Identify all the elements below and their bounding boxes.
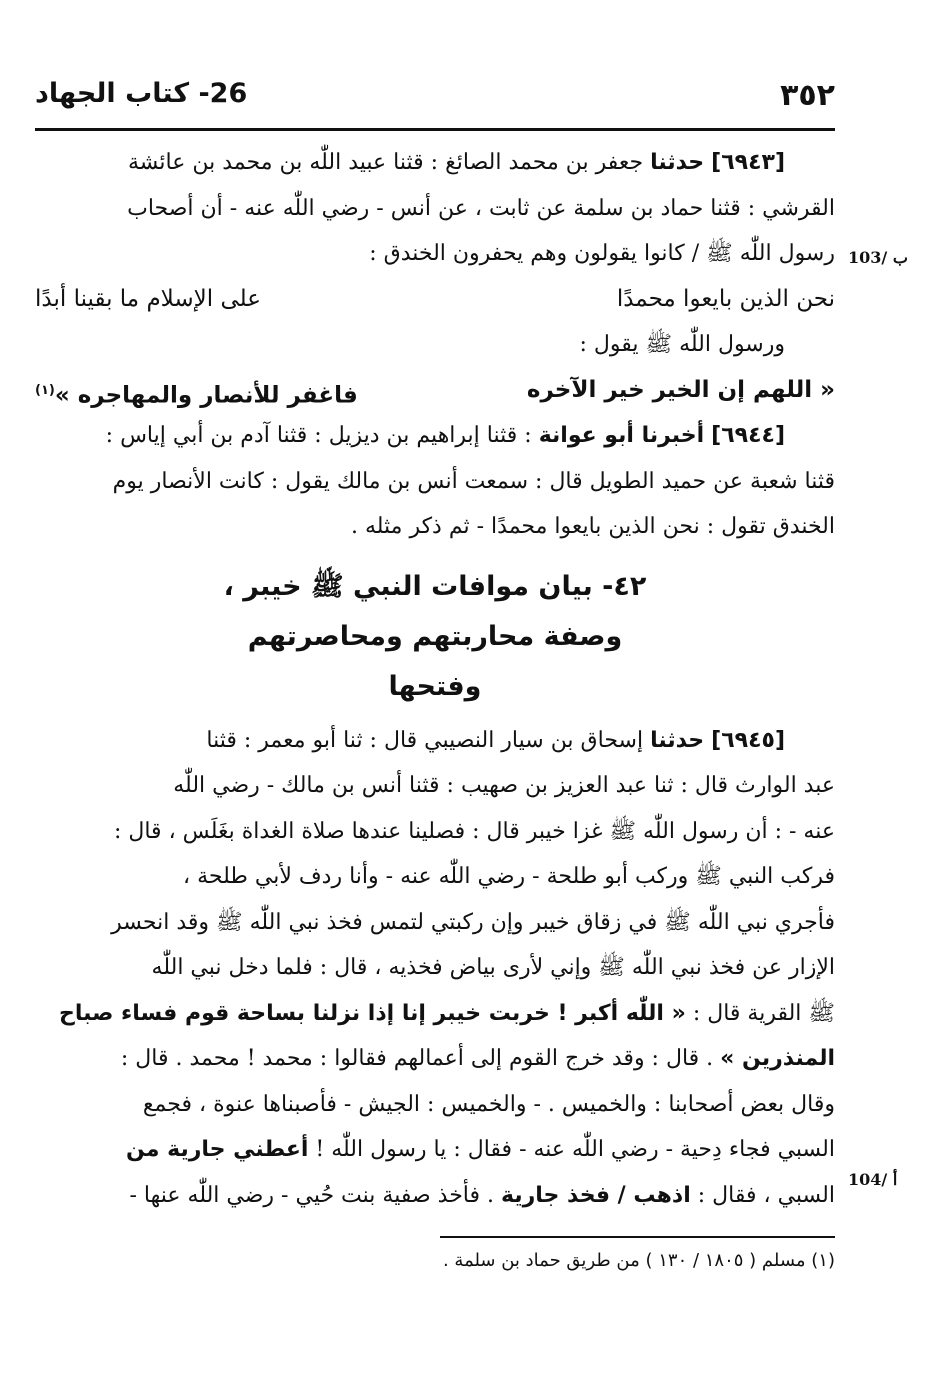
text-line: فأجري نبي اللّٰه ﷺ في زقاق خيبر وإن ركبتي لتمس فخذ نبي اللّٰه ﷺ وقد انحسر [111, 909, 835, 935]
text-line: فركب النبي ﷺ وركب أبو طلحة - رضي اللّٰه عنه - وأنا ردف لأبي طلحة ، [183, 864, 835, 889]
footnote-divider [440, 1236, 835, 1238]
text-line: ورسول اللّٰه ﷺ يقول : [579, 332, 785, 357]
chapter-heading: ٤٢- بيان موافات النبي ﷺ خيبر ، [223, 570, 647, 602]
hadith-text: ﷺ القرية قال : [692, 1000, 835, 1026]
text-line: قثنا شعبة عن حميد الطويل قال : سمعت أنس بن مالك يقول : كانت الأنصار يوم [112, 468, 835, 494]
verse-hemistich: على الإسلام ما بقينا أبدًا [35, 285, 262, 312]
margin-folio-note: 104/ أ [848, 1170, 898, 1189]
running-title: 26- كتاب الجهاد [35, 78, 248, 109]
margin-folio-note: 103/ ب [848, 248, 908, 267]
hadith-text: إسحاق بن سيار النصيبي قال : ثنا أبو معمر : قثنا [206, 727, 644, 753]
chapter-heading: وفتحها [388, 670, 482, 702]
page-body [35, 140, 835, 1218]
text-line [35, 1173, 835, 1219]
text-line [35, 1036, 835, 1082]
text-line [35, 1127, 835, 1173]
hadith-opening: حدثنا [650, 727, 705, 753]
page-number: ٣٥٢ [780, 78, 835, 113]
chapter-heading: وصفة محاربتهم ومحاصرتهم [247, 620, 623, 652]
hadith-text: . فأخذ صفية بنت حُيي - رضي اللّٰه عنها - [129, 1182, 494, 1208]
header-divider [35, 128, 835, 131]
hadith-text: : قثنا إبراهيم بن ديزيل : قثنا آدم بن أبي إياس : [105, 423, 532, 448]
hadith-quote: « اللّٰه أكبر ! خربت خيبر إنا إذا نزلنا بساحة قوم فساء صباح [58, 1000, 686, 1026]
footnote: (١) مسلم ( ١٨٠٥ / ١٣٠ ) من طريق حماد بن سلمة . [442, 1250, 835, 1271]
hadith-quote: أعطني جارية من [126, 1137, 309, 1162]
text-line: وقال بعض أصحابنا : والخميس . - والخميس : الجيش - فأصبناها عنوة ، فجمع [142, 1091, 835, 1117]
hadith-text: . قال : وقد خرج القوم إلى أعمالهم فقالوا : محمد ! محمد . قال : [120, 1046, 714, 1071]
verse-hemistich: « اللهم إن الخير خير الآخره [526, 376, 835, 403]
verse-hemistich [35, 368, 358, 414]
hadith-number: [٦٩٤٣] [711, 150, 785, 175]
hadith-opening: حدثنا [650, 150, 705, 175]
hadith-text: جعفر بن محمد الصائغ : قثنا عبيد اللّٰه بن محمد بن عائشة [128, 150, 644, 175]
hadith-text: السبي فجاء دِحية - رضي اللّٰه عنه - فقال : يا رسول اللّٰه ! [315, 1137, 835, 1162]
hadith-number: [٦٩٤٤] [711, 423, 785, 448]
text-line: عنه - : أن رسول اللّٰه ﷺ غزا خيبر قال : فصلينا عندها صلاة الغداة بغَلَس ، قال : [113, 818, 835, 844]
text-line: رسول اللّٰه ﷺ / كانوا يقولون وهم يحفرون الخندق : [369, 241, 835, 266]
hadith-quote: اذهب / فخذ جارية [501, 1182, 691, 1208]
hadith-number: [٦٩٤٥] [711, 727, 785, 753]
page-header [35, 70, 835, 120]
verse-line [35, 277, 835, 323]
text-line: الخندق تقول : نحن الذين بايعوا محمدًا - ثم ذكر مثله . [350, 514, 835, 539]
hadith-quote: المنذرين » [720, 1046, 835, 1071]
text-line: الإزار عن فخذ نبي اللّٰه ﷺ وإني لأرى بياض فخذيه ، قال : فلما دخل نبي اللّٰه [151, 955, 835, 980]
text-line [35, 991, 835, 1037]
text-line [35, 718, 835, 764]
text-line [35, 140, 835, 186]
text-line [35, 413, 835, 459]
hadith-text: السبي ، فقال : [697, 1182, 835, 1208]
text-line: القرشي : قثنا حماد بن سلمة عن ثابت ، عن أنس - رضي اللّٰه عنه - أن أصحاب [127, 195, 835, 221]
footnote-marker: (١) [35, 382, 55, 398]
verse-line [35, 368, 835, 414]
text-line: عبد الوارث قال : ثنا عبد العزيز بن صهيب : قثنا أنس بن مالك - رضي اللّٰه [173, 773, 835, 798]
hadith-opening: أخبرنا أبو عوانة [538, 423, 705, 448]
verse-hemistich-text: فاغفر للأنصار والمهاجره » [54, 382, 358, 409]
verse-hemistich: نحن الذين بايعوا محمدًا [616, 285, 835, 312]
